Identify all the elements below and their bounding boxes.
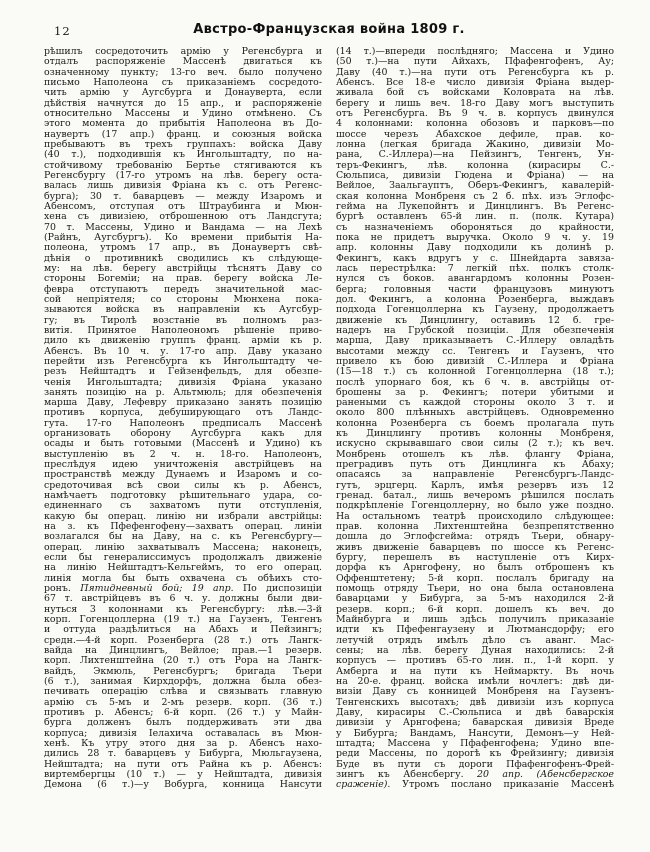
column-left [44,47,322,791]
text-line: резерв. корп.; 6-й корп. дошелъ къ веч. до [336,603,614,615]
text-line: печивать операцію слѣва и связывать главную [44,686,322,698]
text-line: колонна Розенберга съ боемъ пролагала путь [336,417,614,429]
text-line: стойчивому требованію Бертье стягиваются къ [44,159,322,171]
text-line: Абенсъ. Въ 10 ч. у. 17-го апр. Даву указано [44,345,322,357]
text-line: дѣнія о противникѣ сводились къ слѣдующе- [44,252,322,264]
text-line: надеръ на Грубской позиціи. Для обезпеченія [336,324,614,336]
text-line: корп. Гогенцоллерна (19 т.) на Гаузенъ, Тенгенъ [44,614,322,626]
text-line: теръ-Фекингъ, лѣв. колонна (кирасиры С.- [336,159,614,171]
text-line: средн.—4-й корп. Розенберга (28 т.) отъ Лангк- [44,634,322,646]
text-line: высотами между сс. Тенгенъ и Гаузенъ, что [336,345,614,357]
text-line: единеннаго съ захватомъ пути отступленія, [44,500,322,512]
text-line: Фекингъ, какъ вдругъ у с. Шнейдарта завяза- [336,252,614,264]
text-line: бургу, перешелъ въ наступленіе отъ Кирх- [336,552,614,564]
text-line: и оттуда раздѣлиться на Абахъ и Пейзингъ; [44,624,322,636]
text-line: зингъ къ Абенсбергу. 20 апр. (Абенсбергское [336,768,614,780]
text-line: ранеными съ каждой стороны около 3 т. и [336,397,614,409]
text-line: зываются войска въ направленіи къ Аугсбур- [44,304,322,316]
text-line: гутъ, эрцгерц. Карлъ, имѣя резервъ изъ 12 [336,479,614,491]
text-line: дошла до Эглофсгейма: отрядъ Тьери, обнару- [336,531,614,543]
text-line: послѣ упорнаго боя, къ 6 ч. в. австрійцы от- [336,376,614,388]
page-number: 12 [54,24,71,38]
text-line: берегу и лишь веч. 18-го Даву могъ выступить [336,97,614,109]
text-line: Даву, кирасиры С.-Сюльписа и двѣ баварскія [336,707,614,718]
text-line: полеона, утромъ 17 апр., въ Донаувертъ свѣ- [44,242,322,254]
text-line: гренад. батал., лишь вечеромъ рѣшился послать [336,490,614,502]
text-line: валась лишь дивизія Фріана къ с. отъ Регенс- [44,180,322,192]
text-line: подкрѣпленіе Гогенцоллерну, но было уже поздно. [336,500,614,512]
text-line: резъ Нейштадтъ и Гейзенфельдъ, для обезпе- [44,366,322,378]
text-line: означенному пункту; 13-го веч. было получено [44,66,322,78]
text-line: отдалъ распоряженіе Массенѣ двигаться къ [44,56,322,68]
text-line: (Райнъ, Аугсбургъ). Ко времени прибытія На- [44,231,322,243]
text-line: дѣйствія начнутся до 15 апр., и распоряженіе [44,97,322,109]
text-line: перейти изъ Регенсбурга къ Ингольштадту че- [44,355,322,367]
text-line: привело къ бою дивизій С.-Иллера и Фріана [336,355,614,367]
text-line: ченія Ингольштадта; дивизія Фріана указано [44,376,322,388]
text-line: брошены за р. Фекингъ; потери убитыми и [336,386,614,398]
text-line: дились 28 т. баварцевъ у Бибурга, Мюльгаузена, [44,748,322,760]
text-line: лась перестрѣлка: 7 легкій пѣх. полкъ столк- [336,262,614,274]
text-line: гута. 17-го Наполеонъ предписалъ Массенѣ [44,417,322,429]
text-line: хена съ дивизіею, отброшенною отъ Ландсгута; [44,211,322,223]
column-right [336,47,614,791]
text-line: гейма на Лукепойнтъ и Динцлингъ. Въ Регенс- [336,200,614,212]
text-line: шоссе черезъ Абахское дефиле, прав. ко- [336,128,614,140]
text-line: противъ р. Абенсъ; 6-й корп. (26 т.) у Майн- [44,707,322,718]
text-line: къ Динцлингу противъ колонны Монбреня, [336,428,614,440]
text-line: корпусъ — противъ 65-го лин. п., 1-й корп. у [336,655,614,667]
text-line: гу; въ Тиролѣ возстаніе въ полномъ раз- [44,314,322,326]
text-line: штадта; Массена у Пфафенгофена; Удино впе- [336,737,614,749]
text-line: апр. колонны Даву подходили къ долинѣ р. [336,242,614,254]
text-line: письмо Наполеона съ приказаніемъ сосредото- [44,76,322,88]
text-line: если бы генералиссимусъ продолжалъ движеніе [44,552,322,564]
text-line: виртембергцы (10 т.) — у Нейштадта, дивизія [44,768,322,780]
text-line: отъ Регенсбурга. Въ 9 ч. в. корпусъ двинулся [336,107,614,119]
text-line: сой непріятеля; со стороны Мюнхена пока- [44,293,322,305]
text-line: армію съ 5-мъ и 2-мъ резерв. корп. (36 т.) [44,696,322,708]
text-line: сраженіе). Утромъ послано приказаніе Массенѣ [336,779,614,791]
text-line: баварцами у Бибурга, за 5-мъ находился 2-й [336,593,614,605]
text-line: На остальномъ театрѣ происходило слѣдующее: [336,510,614,522]
text-line: Регенсбургу (17-го утромъ на лѣв. берегу оста- [44,169,322,181]
text-line: у Бибурга; Вандамъ, Нансути, Демонъ—у Ней- [336,727,614,739]
text-line: дорфа къ Арнгофену, но былъ отброшенъ къ [336,562,614,574]
text-line: нуться 3 колоннами къ Регенсбургу: лѣв.—3-й [44,603,322,615]
text-line: Демона (6 т.)—у Вобурга, конница Нансути [44,779,322,791]
text-line: вайда на Динцлингъ, Вейлое; прав.—1 резерв. [44,645,322,657]
text-line: стороны Богеміи; на прав. берегу войска Ле- [44,273,322,285]
page-header [44,22,614,40]
text-line: идти къ Пфефенгаузену и Лютмансдорфу; его [336,624,614,636]
text-line: марша Даву, Лефевру приказано занять позицію [44,397,322,409]
text-line: (14 т.)—впереди послѣдняго; Массена и Удино [336,46,614,57]
text-line: съ назначеніемъ обороняться до крайности, [336,221,614,233]
text-line: живъ движеніе баварцевъ по шоссе къ Регенс- [336,541,614,553]
text-line: ронъ. Пятидневный бой; 19 апр. По диспозиціи [44,583,322,595]
text-line: Амберга и на пути къ Неймаркту. Въ ночь [336,665,614,677]
text-line: на з. къ Пфефенгофену—захватъ операц. линіи [44,521,322,533]
text-line: чить армію у Аугсбурга и Донауверта, если [44,87,322,99]
text-line: подхода Гогенцоллерна къ Гаузену, продолжаетъ [336,304,614,316]
text-line: марша, Даву приказываетъ С.-Иллеру овладѣть [336,335,614,347]
text-line: преградивъ путь отъ Динцлинга къ Абаху; [336,459,614,471]
text-line: дивизіи у Арнгофена; баварская дивизія Вреде [336,717,614,729]
text-line: намѣчаетъ подготовку рѣшительнаго удара, со- [44,490,322,502]
text-line: Тенгенскихъ высотахъ; двѣ дивизіи изъ корпуса [336,696,614,708]
text-line: относительно Массены и Удино отмѣнено. Съ [44,107,322,119]
text-line: дол. Фекингъ, а колонна Розенберга, выждавъ [336,293,614,305]
text-line: Майнбурга и лишь здѣсь получилъ приказаніе [336,614,614,626]
text-line: операц. линію захватывалъ Массена; наконецъ, [44,541,322,553]
text-line: хенѣ. Къ утру этого дня за р. Абенсъ нахо- [44,737,322,749]
text-line: 70 т. Массены, Удино и Вандама — на Лехѣ [44,221,322,233]
text-line: февра отступаютъ передъ значительной мас- [44,283,322,295]
text-line: организовать оборону Аугсбурга какъ для [44,428,322,440]
text-line: бурга); 30 т. баварцевъ — между Изаромъ и [44,190,322,202]
text-line: возлагался бы на Даву, на с. къ Регенсбургу— [44,531,322,543]
text-line: корпуса; дивизія Іелахича оставалась въ Мюн- [44,727,322,739]
text-line: рана, С.-Иллера)—на Пейзингъ, Тенгенъ, Ун- [336,149,614,161]
text-line: опасаясь за направленіе Регенсбургъ-Ландс- [336,469,614,481]
text-line: нулся съ боков. авангардомъ колонны Розен- [336,273,614,285]
text-line: движеніе къ Динцлингу, оставивъ 12 б. гре- [336,314,614,326]
text-line: визіи Даву съ конницей Монбреня на Гаузенъ- [336,686,614,698]
text-line: на 20-е. франц. войска имѣли ночлегъ: двѣ ди- [336,676,614,688]
text-line: (6 т.), занимая Кирхдорфъ, должна была обез- [44,676,322,688]
text-line: средоточивая всѣ свои силы къ р. Абенсъ, [44,479,322,491]
text-line: (50 т.)—на пути Айхахъ, Пфафенгофенъ, Ау; [336,56,614,68]
text-line: Абенсъ. Все 18-е число дивизія Фріана выдер- [336,76,614,88]
text-line: преслѣдуя идею уничтоженія австрійцевъ на [44,459,322,471]
text-line: (40 т.), подходившія къ Ингольштадту, по на- [44,149,322,161]
text-line: му: на лѣв. берегу австрійцы тѣснятъ Даву со [44,262,322,274]
text-line: около 800 плѣнныхъ австрійцевъ. Одновременно [336,407,614,419]
text-line: вайдъ, Экмюль, Регенсбургъ; бригада Тьери [44,665,322,677]
text-line: занять позицію на р. Альтмюль; для обезпеченія [44,386,322,398]
text-line: Монбрень отошелъ къ лѣв. флангу Фріана, [336,448,614,460]
text-line: берга; головныя части французовъ минуютъ [336,283,614,295]
page-title: Австро-Французская война 1809 г. [193,22,465,37]
text-line: линія могла бы быть охвачена съ обѣихъ сто- [44,572,322,584]
text-line: реди Массены, по дорогѣ къ Фрейзингу; дивизія [336,748,614,760]
text-line: прав. колонна Лихтенштейна безпрепятственно [336,521,614,533]
text-line: этого момента до прибытія Наполеона въ До- [44,118,322,130]
text-line: живала бой съ войсками Коловрата на лѣв. [336,87,614,99]
text-line: пространствѣ между Дунаемъ и Изаромъ и со- [44,469,322,481]
text-line: Абенсомъ, отступая отъ Штраубинга и Мюн- [44,200,322,212]
text-line: витія. Принятое Наполеономъ рѣшеніе приво- [44,324,322,336]
text-line: на линію Нейштадтъ-Кельгеймъ, то его операц. [44,562,322,574]
text-line: противъ корпуса, дебуширующаго отъ Ландс- [44,407,322,419]
text-line: помощь отряду Тьери, но она была остановлена [336,583,614,595]
text-line: рѣшилъ сосредоточить армію у Регенсбурга и [44,46,322,57]
text-line: летучій отрядъ имѣлъ дѣло съ аванг. Мас- [336,634,614,646]
text-line: Даву (40 т.)—на пути отъ Регенсбурга къ р. [336,66,614,78]
text-line: Нейштадта; на пути отъ Райна къ р. Абенсъ: [44,758,322,770]
text-line: какую бы операц. линію ни избрали австрійцы: [44,510,322,522]
text-line: бурга долженъ былъ поддерживать эти два [44,717,322,729]
text-line: корп. Лихтенштейна (20 т.) отъ Рора на Лангк- [44,655,322,667]
text-line: бургѣ оставленъ 65-й лин. п. (полк. Кутара) [336,211,614,223]
text-line: пребываютъ въ трехъ группахъ: войска Даву [44,138,322,150]
text-line: Оффенштетену; 5-й корп. послалъ бригаду на [336,572,614,584]
text-line: Сюльписа, дивизіи Гюдена и Фріана) — на [336,169,614,181]
text-line: лонна (легкая бригада Жакино, дивизіи Мо- [336,138,614,150]
text-line: пока не придетъ выручка. Около 9 ч. у. 19 [336,231,614,243]
text-line: выступленію въ 2 ч. н. 18-го. Наполеонъ, [44,448,322,460]
text-line: ская колонна Монбреня съ 2 б. пѣх. изъ Эглофс- [336,190,614,202]
text-columns [44,47,614,791]
text-line: 4 колоннами: колонна обозовъ и парковъ—по [336,118,614,130]
text-line: (15—18 т.) съ колонной Гогенцоллерна (18 т.); [336,366,614,378]
text-line: наувертъ (17 апр.) франц. и союзныя войска [44,128,322,140]
text-line: сены; на лѣв. берегу Дуная находились: 2-й [336,645,614,657]
text-line: искусно скрывавшаго свои силы (2 т.); къ веч. [336,438,614,450]
text-line: 67 т. австрійцевъ въ 6 ч. у. должны были дви- [44,593,322,605]
text-line: Вейлое, Заальгауптъ, Оберъ-Фекингъ, кавалерій- [336,180,614,192]
text-line: дило къ движенію группъ франц. арміи къ р. [44,335,322,347]
text-line: Буде въ пути съ дороги Пфафенгофенъ-Фрей- [336,758,614,770]
text-line: осады и быть готовыми (Массенѣ и Удино) къ [44,438,322,450]
